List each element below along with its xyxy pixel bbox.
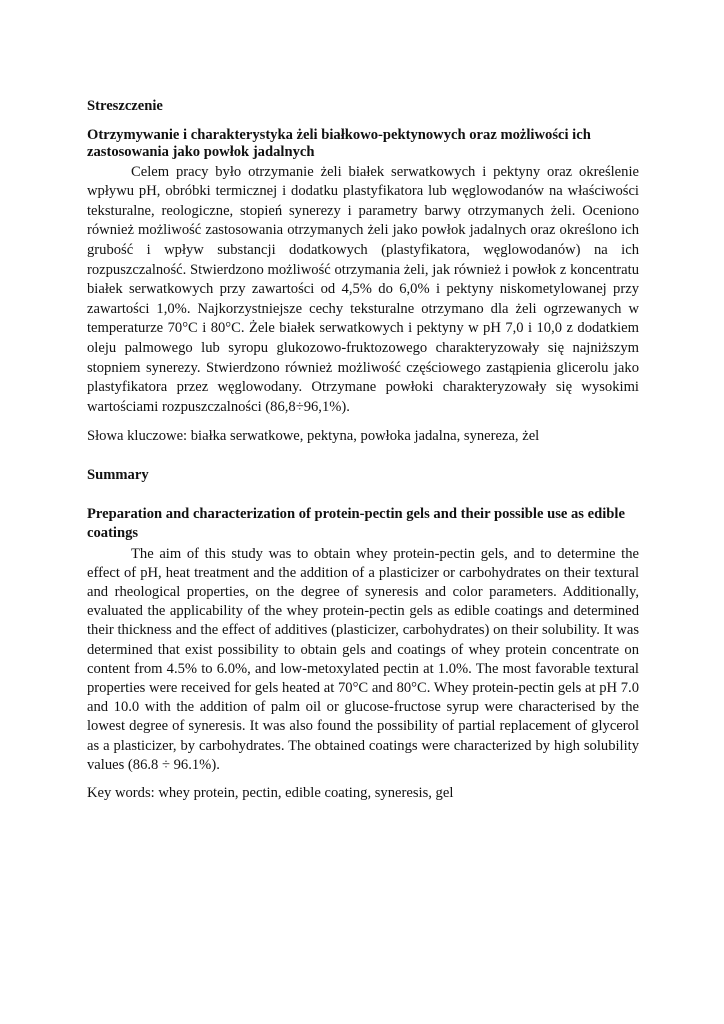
english-heading: Summary <box>87 466 149 483</box>
english-title: Preparation and characterization of protein-pectin gels and their possible use as edible coatings <box>87 505 625 541</box>
polish-abstract <box>87 97 639 447</box>
polish-body: Celem pracy było otrzymanie żeli białek serwatkowych i pektyny oraz określenie wpływu pH, obróbki termicznej i dodatku plastyfikatora lub węglowodanów na właściwości teksturalne, reologiczne, stopień synerezy i parametry barwy otrzymanych żeli. Oceniono również możliwość zastosowania otrzymanych żeli jako powłok jadalnych oraz określono ich grubość i wpływ substancji dodatkowych (plastyfikatora, węglowodanów) na ich rozpuszczalność. Stwierdzono możliwość otrzymania żeli, jak również i powłok z koncentratu białek serwatkowych przy zawartości od 4,5% do 6,0% i pektyny niskometylowanej przy zawartości 1,0%. Najkorzystniejsze cechy teksturalne otrzymano dla żeli ogrzewanych w temperaturze 70°C i 80°C. Żele białek serwatkowych i pektyny w pH 7,0 i 10,0 z dodatkiem oleju palmowego lub syropu glukozowo-fruktozowego charakteryzowały się najniższym stopniem synerezy. Stwierdzono również możliwość częściowego zastąpienia glicerolu jako plastyfikatora przez węglowodany. Otrzymane powłoki charakteryzowały się wysokimi wartościami rozpuszczalności (86,8÷96,1%). <box>87 163 639 415</box>
english-abstract <box>87 466 639 804</box>
english-body: The aim of this study was to obtain whey protein-pectin gels, and to determine the effect of pH, heat treatment and the addition of a plasticizer or carbohydrates on their textural and rheological properties, on the degree of syneresis and color parameters. Additionally, evaluated the applicability of the whey protein-pectin gels as edible coatings and determined their thickness and the effect of additives (plasticizer, carbohydrates) on their solubility. It was determined that exist possibility to obtain gels and coatings of whey protein concentrate on content from 4.5% to 6.0%, and low-metoxylated pectin at 1.0%. The most favorable textural properties were received for gels heated at 70°C and 80°C. Whey protein-pectin gels at pH 7.0 and 10.0 with the addition of palm oil or glucose-fructose syrup were characterised by the lowest degree of syneresis. It was also found the possibility of partial replacement of glycerol as a plasticizer, by carbohydrates. The obtained coatings were characterized by high solubility values (86.8 ÷ 96.1%). <box>87 545 639 773</box>
polish-heading: Streszczenie <box>87 98 163 114</box>
polish-title: Otrzymywanie i charakterystyka żeli białkowo-pektynowych oraz możliwości ich zastosowania jako powłok jadalnych <box>87 126 591 160</box>
english-keywords: Key words: whey protein, pectin, edible coating, syneresis, gel <box>87 784 454 801</box>
polish-keywords: Słowa kluczowe: białka serwatkowe, pektyna, powłoka jadalna, synereza, żel <box>87 428 540 445</box>
document-page <box>87 97 639 804</box>
